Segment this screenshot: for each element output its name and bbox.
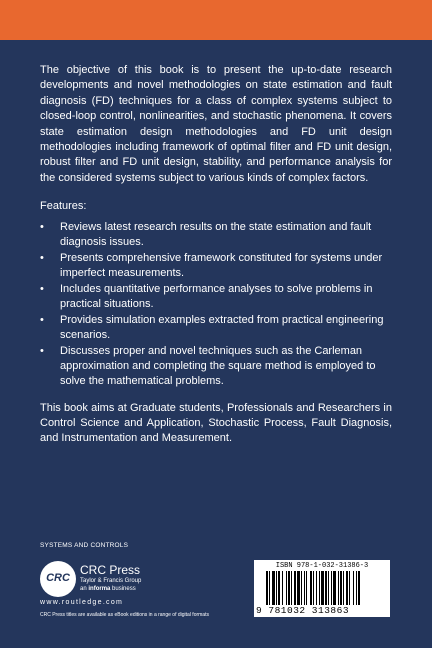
objective-paragraph: The objective of this book is to present the up-to-date research developments and novel methodologies on state estimation and fault diagnosis (FD) techniques for a class of complex systems subject to closed-loop control, nonlinearities, and stochastic phenomena. It covers state estimation design methodologies and FD unit design methodologies including framework of optimal filter and FD unit design, robust filter and FD unit design, stability, and performance analysis for the considered systems subject to various kinds of complex factors. xyxy=(40,64,392,184)
bullet-icon: • xyxy=(40,221,44,234)
barcode-bar xyxy=(358,571,360,605)
barcode-bar xyxy=(276,571,277,605)
features-heading: Features: xyxy=(40,200,87,213)
barcode-bar xyxy=(306,571,307,605)
barcode-bar xyxy=(286,571,287,605)
barcode-bar xyxy=(269,571,270,605)
series-name: SYSTEMS AND CONTROLS xyxy=(40,542,129,549)
barcode-bar xyxy=(338,571,339,605)
barcode-bar xyxy=(316,571,317,605)
barcode-bar xyxy=(313,571,314,605)
barcode-bar xyxy=(356,571,357,605)
isbn-bottom-text: 9 781032 313863 xyxy=(256,605,350,616)
barcode-bar xyxy=(294,571,296,605)
barcode-bar xyxy=(297,571,300,605)
barcode-bars xyxy=(266,571,388,605)
audience-paragraph: This book aims at Graduate students, Professionals and Researchers in Control Science and Application, Stochastic Process, Fault Diagnosis, and Instrumentation and Measurement. xyxy=(40,401,392,445)
top-accent-bar xyxy=(0,0,432,40)
bullet-icon: • xyxy=(40,345,44,358)
bullet-icon: • xyxy=(40,283,44,296)
barcode-bar xyxy=(310,571,312,605)
barcode-bar xyxy=(321,571,324,605)
barcode-bar xyxy=(291,571,292,605)
barcode-bar xyxy=(346,571,348,605)
bullet-icon: • xyxy=(40,252,44,265)
ebook-note: CRC Press titles are available as eBook editions in a range of digital formats xyxy=(40,612,209,618)
isbn-top-text: ISBN 978-1-032-31386-3 xyxy=(275,562,369,570)
publisher-group: Taylor & Francis Group xyxy=(80,578,142,584)
publisher-website[interactable]: www.routledge.com xyxy=(40,599,124,606)
barcode-bar xyxy=(304,571,305,605)
barcode-bar xyxy=(301,571,302,605)
barcode-bar xyxy=(349,571,350,605)
feature-item: • Reviews latest research results on the state estimation and fault diagnosis issues. xyxy=(40,221,372,249)
barcode-bar xyxy=(340,571,342,605)
features-list xyxy=(40,220,392,388)
barcode-bar xyxy=(328,571,329,605)
barcode-bar xyxy=(278,571,280,605)
bullet-icon: • xyxy=(40,314,44,327)
barcode-bar xyxy=(288,571,290,605)
barcode-bar xyxy=(325,571,327,605)
publisher-business: an informa business xyxy=(80,586,136,592)
barcode-bar xyxy=(331,571,332,605)
barcode-bar xyxy=(333,571,336,605)
feature-item: • Presents comprehensive framework constituted for systems under imperfect measurements. xyxy=(40,252,383,280)
back-cover-description xyxy=(40,63,392,447)
feature-item: • Includes quantitative performance analyses to solve problems in practical situations. xyxy=(40,283,373,311)
barcode-bar xyxy=(353,571,354,605)
barcode-bar xyxy=(272,571,275,605)
barcode-bar xyxy=(282,571,283,605)
barcode-bar xyxy=(319,571,320,605)
feature-item: • Provides simulation examples extracted from practical engineering scenarios. xyxy=(40,314,384,341)
crc-logo-icon: CRC xyxy=(40,561,76,597)
barcode-bar xyxy=(266,571,268,605)
barcode-bar xyxy=(343,571,344,605)
feature-item: • Discusses proper and novel techniques such as the Carleman approximation and completing the square method is employed to solve the mathematical problems. xyxy=(40,345,376,387)
isbn-barcode xyxy=(254,560,390,617)
publisher-name: CRC Press xyxy=(80,563,141,577)
